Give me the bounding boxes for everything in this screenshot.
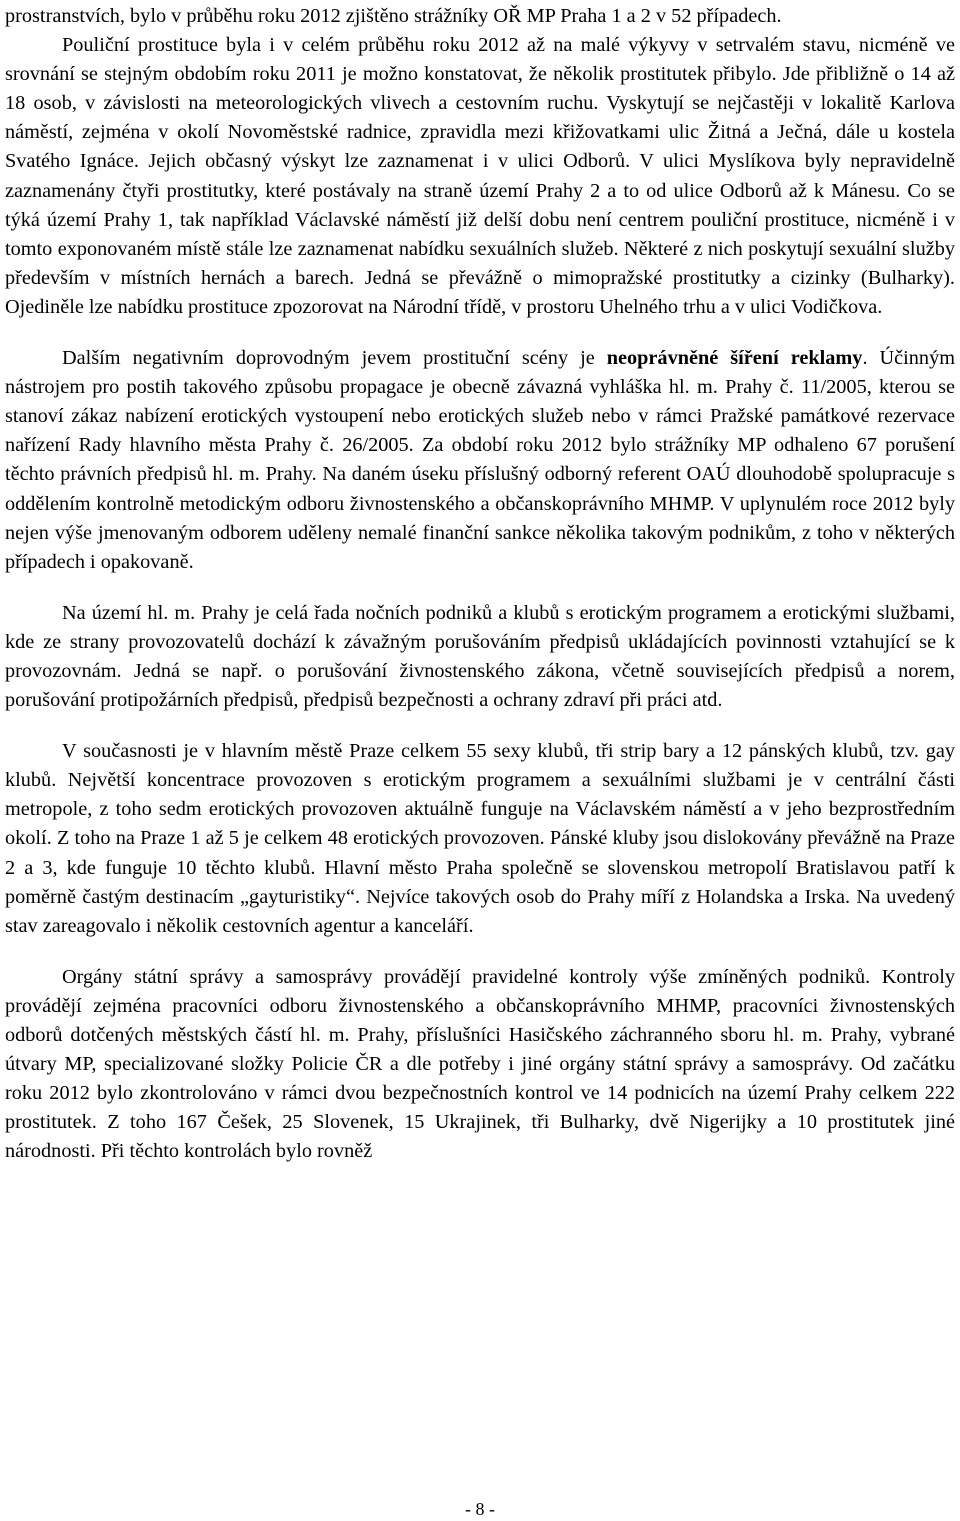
paragraph-3-start: Dalším negativním doprovodným jevem prostituční scény je xyxy=(62,347,607,370)
document-page xyxy=(5,2,955,1166)
paragraph-3-bold-phrase: neoprávněné šíření reklamy xyxy=(606,347,863,370)
paragraph-2: Pouliční prostituce byla i v celém průběhu roku 2012 až na malé výkyvy v setrvalém stavu, nicméně ve srovnání se stejným obdobím roku 2011 je možno konstatovat, že několik prostitutek přibylo. Jde přibližně o 14 až 18 osob, v závislosti na meteorologických vlivech a cestovním ruchu. Vyskytují se nejčastěji v lokalitě Karlova náměstí, zejména v okolí Novoměstské radnice, zpravidla mezi křižovatkami ulic Žitná a Ječná, dále u kostela Svatého Ignáce. Jejich občasný výskyt lze zaznamenat i v ulici Odborů. V ulici Myslíkova byly nepravidelně zaznamenány čtyři prostitutky, které postávaly na straně území Prahy 2 a to od ulice Odborů až k Mánesu. Co se týká území Prahy 1, tak například Václavské náměstí již delší dobu není centrem pouliční prostituce, nicméně i v tomto exponovaném místě stále lze zaznamenat nabídku sexuálních služeb. Některé z nich poskytují sexuální služby především v místních hernách a barech. Jedná se převážně o mimopražské prostitutky a cizinky (Bulharky). Ojediněle lze nabídku prostituce zpozorovat na Národní třídě, v prostoru Uhelného trhu a v ulici Vodičkova. xyxy=(5,34,955,318)
page-number: - 8 - xyxy=(465,1499,495,1519)
paragraph-3-rest: . Účinným nástrojem pro postih takového způsobu propagace je obecně závazná vyhláška hl. m. Prahy č. 11/2005, kterou se stanoví zákaz nabízení erotických vystoupení nebo erotických služeb nebo v rámci Pražské památkové rezervace nařízení Rady hlavního města Prahy č. 26/2005. Za období roku 2012 bylo strážníky MP odhaleno 67 porušení těchto právních předpisů hl. m. Prahy. Na daném úseku příslušný odborný referent OAÚ dlouhodobě spolupracuje s oddělením kontrolně metodickým odboru živnostenského a občanskoprávního MHMP. V uplynulém roce 2012 byly nejen výše jmenovaným odborem uděleny nemalé finanční sankce několika takovým podnikům, z toho v některých případech i opakovaně. xyxy=(5,347,955,573)
paragraph-3 xyxy=(5,344,955,577)
paragraph-1: prostranstvích, bylo v průběhu roku 2012 zjištěno strážníky OŘ MP Praha 1 a 2 v 52 případech. xyxy=(5,5,782,27)
paragraph-6: Orgány státní správy a samosprávy provádějí pravidelné kontroly výše zmíněných podniků. Kontroly provádějí zejména pracovníci odboru živnostenského a občanskoprávního MHMP, pracovníci živnostenských odborů dotčených městských částí hl. m. Prahy, příslušníci Hasičského záchranného sboru hl. m. Prahy, vybrané útvary MP, specializované složky Policie ČR a dle potřeby i jiné orgány státní správy a samosprávy. Od začátku roku 2012 bylo zkontrolováno v rámci dvou bezpečnostních kontrol ve 14 podnicích na území Prahy celkem 222 prostitutek. Z toho 167 Češek, 25 Slovenek, 15 Ukrajinek, tři Bulharky, dvě Nigerijky a 10 prostitutek jiné národnosti. Při těchto kontrolách bylo rovněž xyxy=(5,965,955,1163)
paragraph-5: V současnosti je v hlavním městě Praze celkem 55 sexy klubů, tři strip bary a 12 pánských klubů, tzv. gay klubů. Největší koncentrace provozoven s erotickým programem a sexuálními službami je v centrální části metropole, z toho sedm erotických provozoven aktuálně funguje na Václavském náměstí a v jeho bezprostředním okolí. Z toho na Praze 1 až 5 je celkem 48 erotických provozoven. Pánské kluby jsou dislokovány převážně na Praze 2 a 3, kde funguje 10 těchto klubů. Hlavní město Praha společně se slovenskou metropolí Bratislavou patří k poměrně častým destinacím „gayturistiky“. Nejvíce takových osob do Prahy míří z Holandska a Irska. Na uvedený stav zareagovalo i několik cestovních agentur a kanceláří. xyxy=(5,740,955,937)
paragraph-4: Na území hl. m. Prahy je celá řada nočních podniků a klubů s erotickým programem a erotickými službami, kde ze strany provozovatelů dochází k závažným porušováním předpisů ukládajících povinnosti vztahující se k provozovnám. Jedná se např. o porušování živnostenského zákona, včetně souvisejících předpisů a norem, porušování protipožárních předpisů, předpisů bezpečnosti a ochrany zdraví při práci atd. xyxy=(5,601,955,712)
